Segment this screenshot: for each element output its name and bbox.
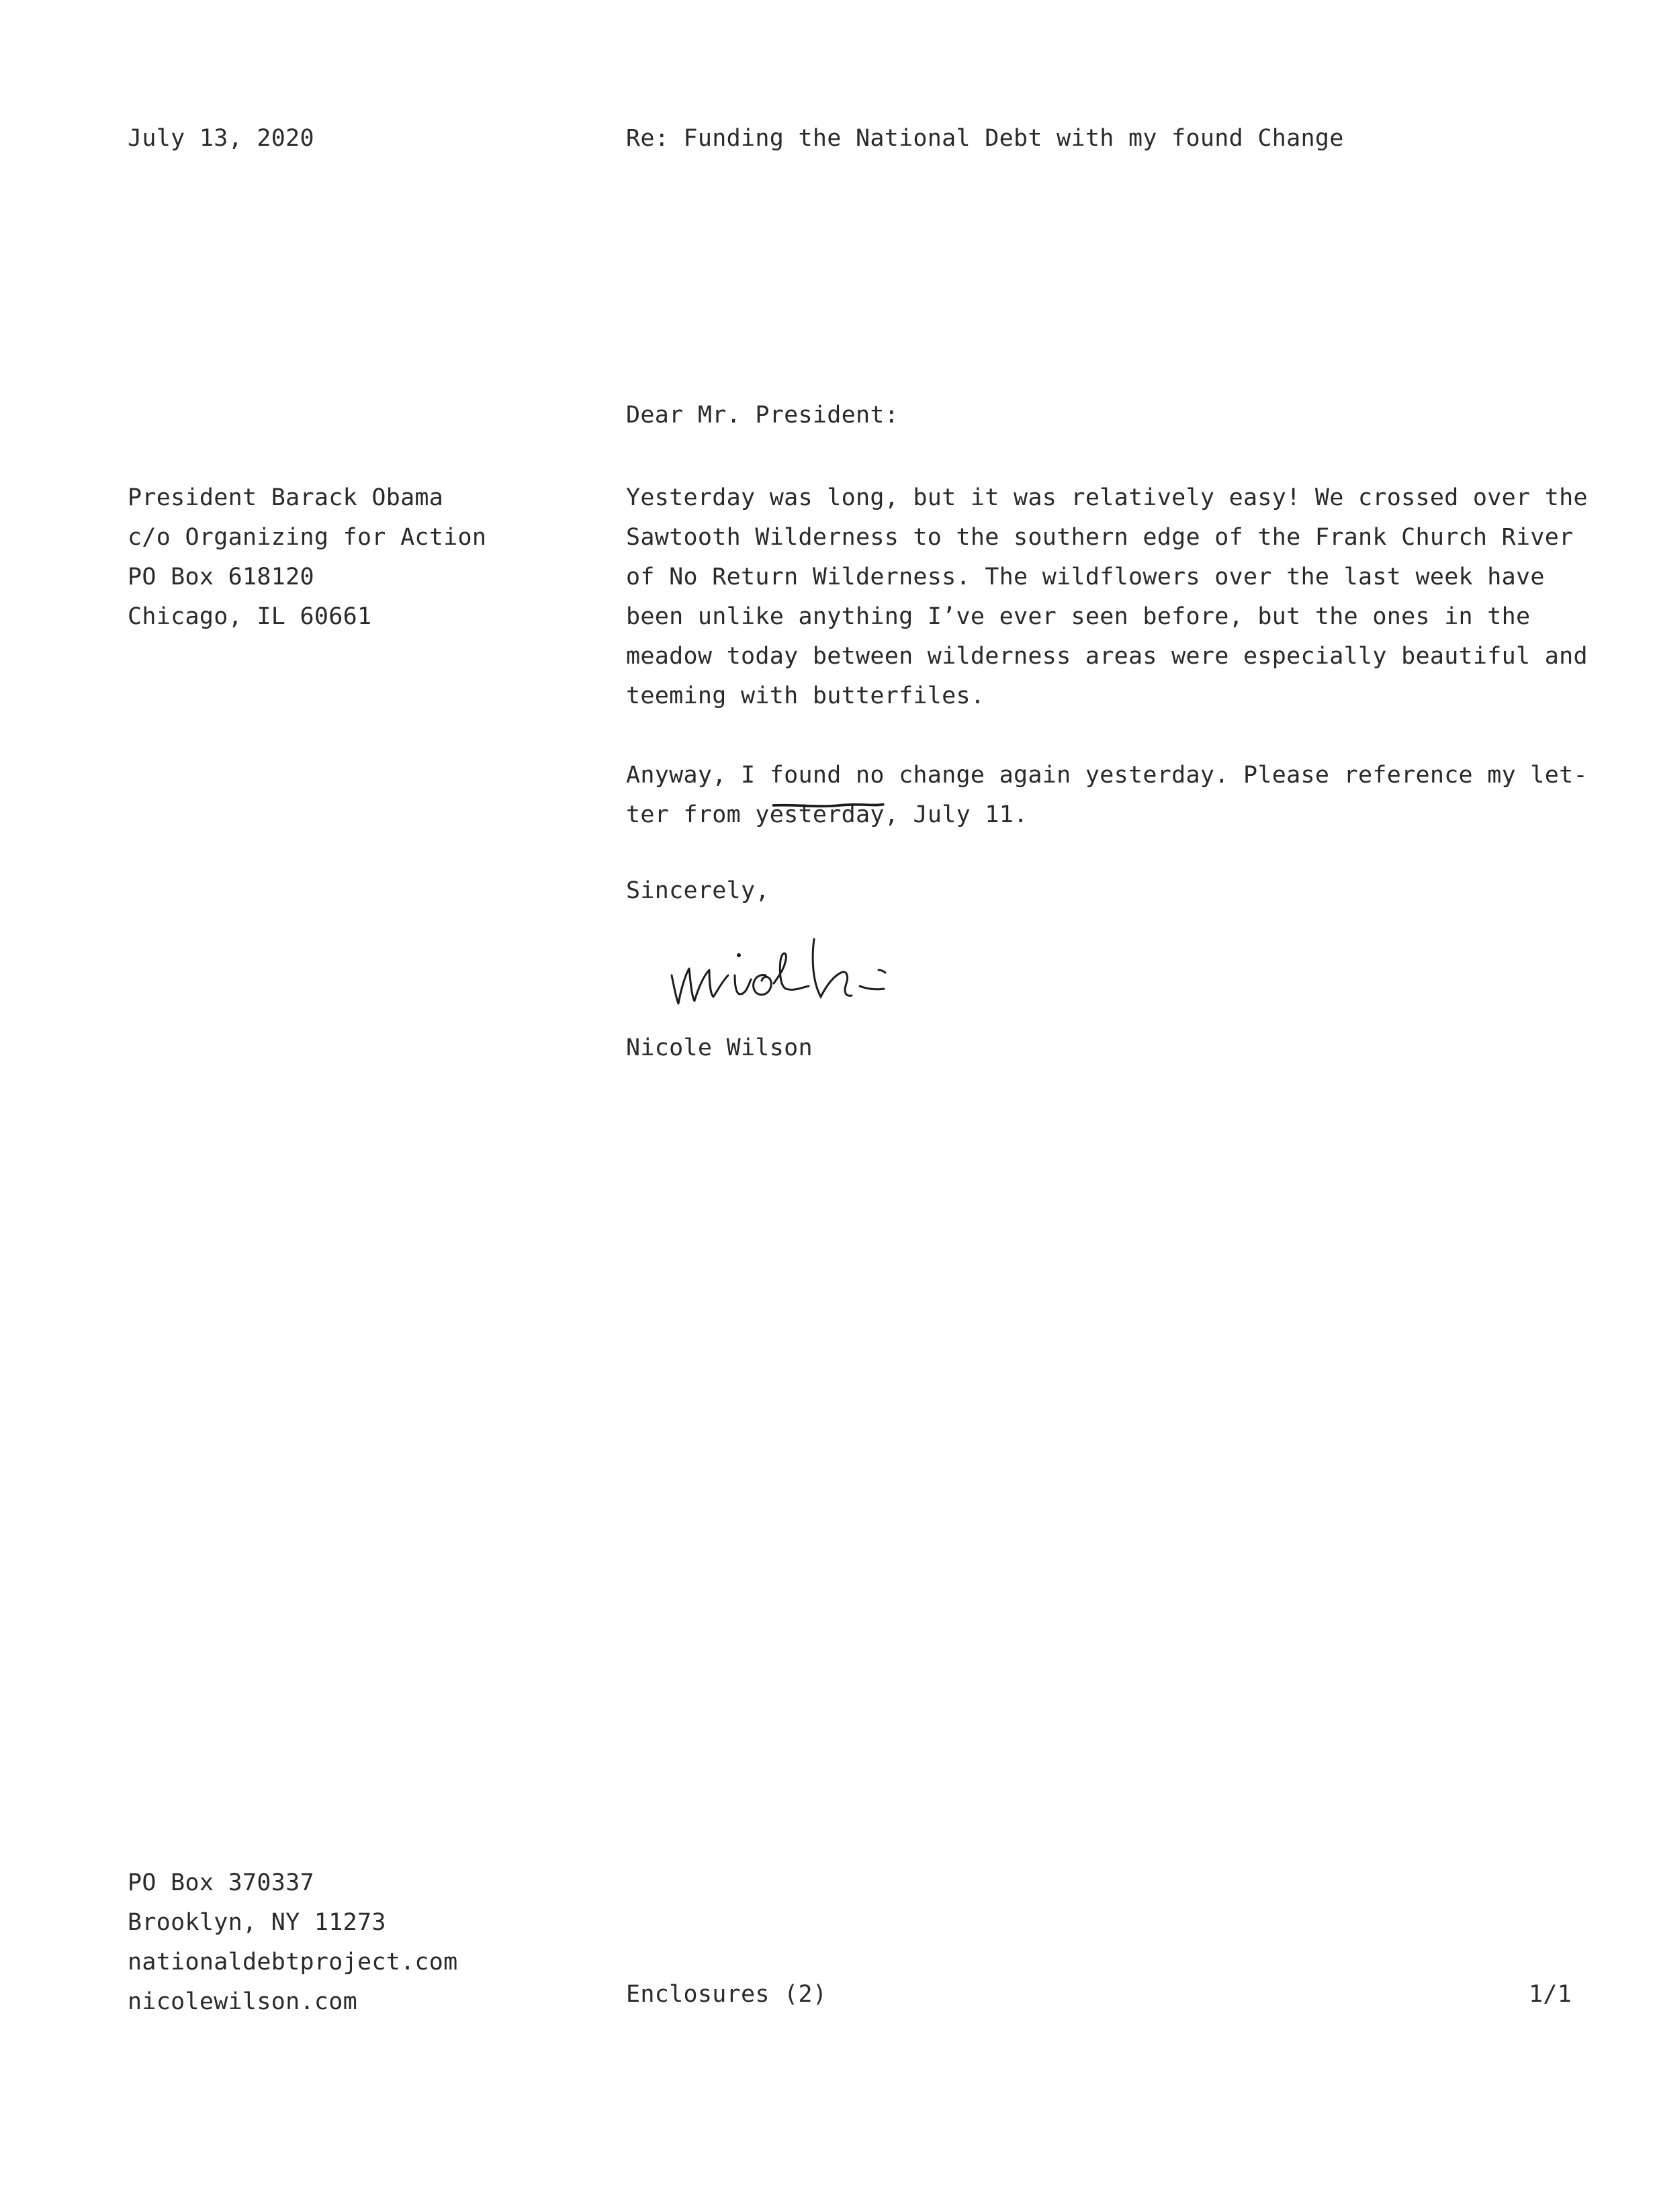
signer-name: Nicole Wilson — [626, 1034, 813, 1061]
recipient-address — [128, 478, 486, 637]
body-paragraph-2 — [626, 756, 1588, 835]
struck-word — [755, 795, 884, 835]
recipient-po-box: PO Box 618120 — [128, 564, 314, 590]
closing: Sincerely, — [626, 877, 770, 904]
sender-website-2: nicolewilson.com — [128, 1988, 357, 2015]
paragraph-line: been unlike anything I’ve ever seen before, but the ones in the — [626, 603, 1531, 630]
paragraph-line — [626, 795, 1588, 835]
paragraph-line: Anyway, I found no change again yesterday. Please reference my let- — [626, 762, 1588, 789]
page-number: 1/1 — [1529, 1981, 1572, 2008]
handwritten-signature — [665, 922, 987, 1016]
paragraph-line: Yesterday was long, but it was relatively easy! We crossed over the — [626, 484, 1588, 511]
letter-date: July 13, 2020 — [128, 125, 314, 152]
paragraph-line: meadow today between wilderness areas were especially beautiful and — [626, 643, 1588, 670]
paragraph-text: , July 11. — [884, 801, 1028, 828]
recipient-city: Chicago, IL 60661 — [128, 603, 372, 630]
body-paragraph-1 — [626, 478, 1588, 716]
sender-website-1: nationaldebtproject.com — [128, 1949, 458, 1976]
sender-po-box: PO Box 370337 — [128, 1869, 314, 1896]
paragraph-text: ter from — [626, 801, 756, 828]
letter-subject: Re: Funding the National Debt with my found Change — [626, 125, 1344, 152]
salutation: Dear Mr. President: — [626, 402, 899, 429]
paragraph-line: teeming with butterfiles. — [626, 682, 985, 709]
paragraph-line: of No Return Wilderness. The wildflowers over the last week have — [626, 564, 1545, 590]
sender-address — [128, 1863, 458, 2022]
struck-word-text: yesterday — [755, 801, 885, 828]
enclosures-note: Enclosures (2) — [626, 1981, 828, 2008]
recipient-organization: c/o Organizing for Action — [128, 524, 487, 551]
paragraph-line: Sawtooth Wilderness to the southern edge of the Frank Church River — [626, 524, 1574, 551]
recipient-name: President Barack Obama — [128, 484, 444, 511]
sender-city: Brooklyn, NY 11273 — [128, 1909, 386, 1936]
